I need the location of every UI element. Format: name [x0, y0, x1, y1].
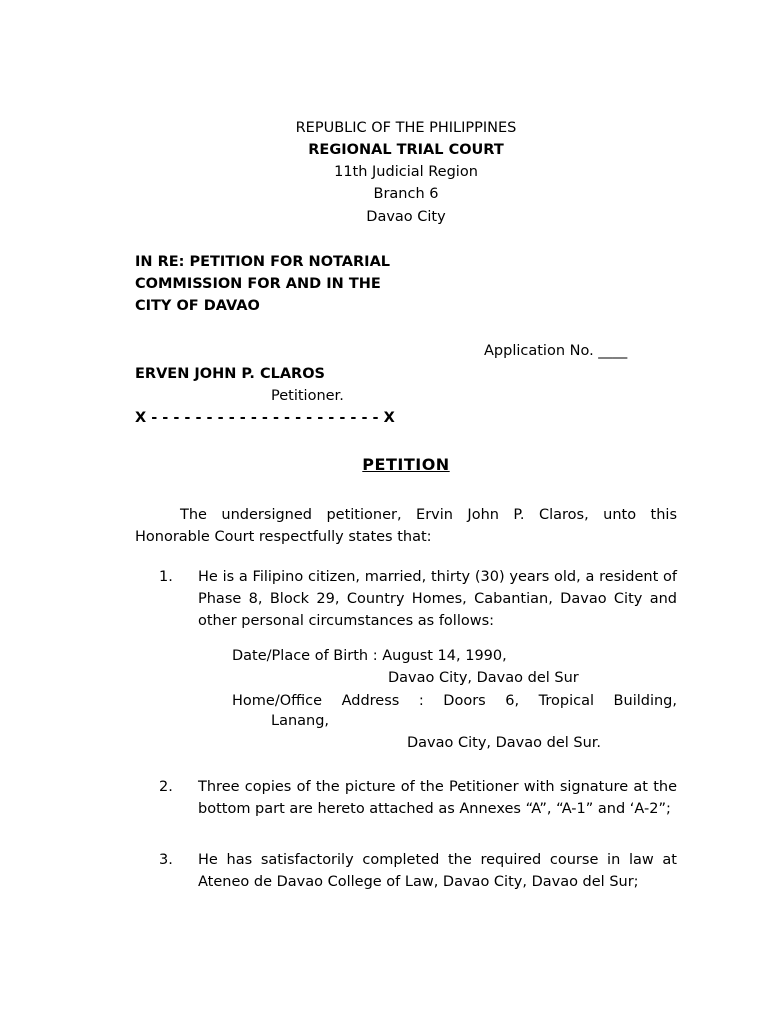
- petitioner-label: Petitioner.: [271, 388, 344, 404]
- address-line-2: Lanang,: [271, 713, 330, 729]
- address-line-3: Davao City, Davao del Sur.: [407, 735, 602, 751]
- caption-divider: X - - - - - - - - - - - - - - - - - - - - - X: [135, 410, 395, 426]
- in-re-line-2: COMMISSION FOR AND IN THE: [135, 276, 381, 292]
- birth-line-1: Date/Place of Birth : August 14, 1990,: [232, 648, 507, 664]
- branch-heading: Branch 6: [373, 186, 439, 202]
- intro-text: The undersigned petitioner, Ervin John P. Claros, unto this Honorable Court respectfully states that:: [135, 507, 677, 545]
- address-line-1: [232, 690, 677, 712]
- birth-line-2: Davao City, Davao del Sur: [388, 670, 579, 686]
- address-line-1-text: Home/Office Address : Doors 6, Tropical Building,: [232, 693, 677, 709]
- republic-heading: REPUBLIC OF THE PHILIPPINES: [295, 120, 517, 136]
- petitioner-name: ERVEN JOHN P. CLAROS: [135, 366, 325, 382]
- item-number: 2.: [159, 779, 173, 795]
- court-heading: REGIONAL TRIAL COURT: [308, 142, 504, 158]
- in-re-line-1: IN RE: PETITION FOR NOTARIAL: [135, 254, 391, 270]
- document-title: PETITION: [362, 455, 450, 474]
- region-heading: 11th Judicial Region: [334, 164, 478, 180]
- item-1-text: He is a Filipino citizen, married, thirty (30) years old, a resident of Phase 8, Block 29, Country Homes, Cabantian, Davao City and other personal circumstances as follows:: [198, 569, 677, 629]
- in-re-line-3: CITY OF DAVAO: [135, 298, 260, 314]
- item-2-text: Three copies of the picture of the Petitioner with signature at the bottom part are hereto attached as Annexes “A”, “A-1” and ‘A-2”;: [198, 779, 677, 817]
- item-number: 1.: [159, 569, 173, 585]
- item-3-text: He has satisfactorily completed the required course in law at Ateneo de Davao College of Law, Davao City, Davao del Sur;: [198, 852, 677, 890]
- application-number: Application No. ____: [484, 343, 628, 359]
- item-number: 3.: [159, 852, 173, 868]
- intro-paragraph: [135, 504, 677, 548]
- city-heading: Davao City: [366, 209, 446, 225]
